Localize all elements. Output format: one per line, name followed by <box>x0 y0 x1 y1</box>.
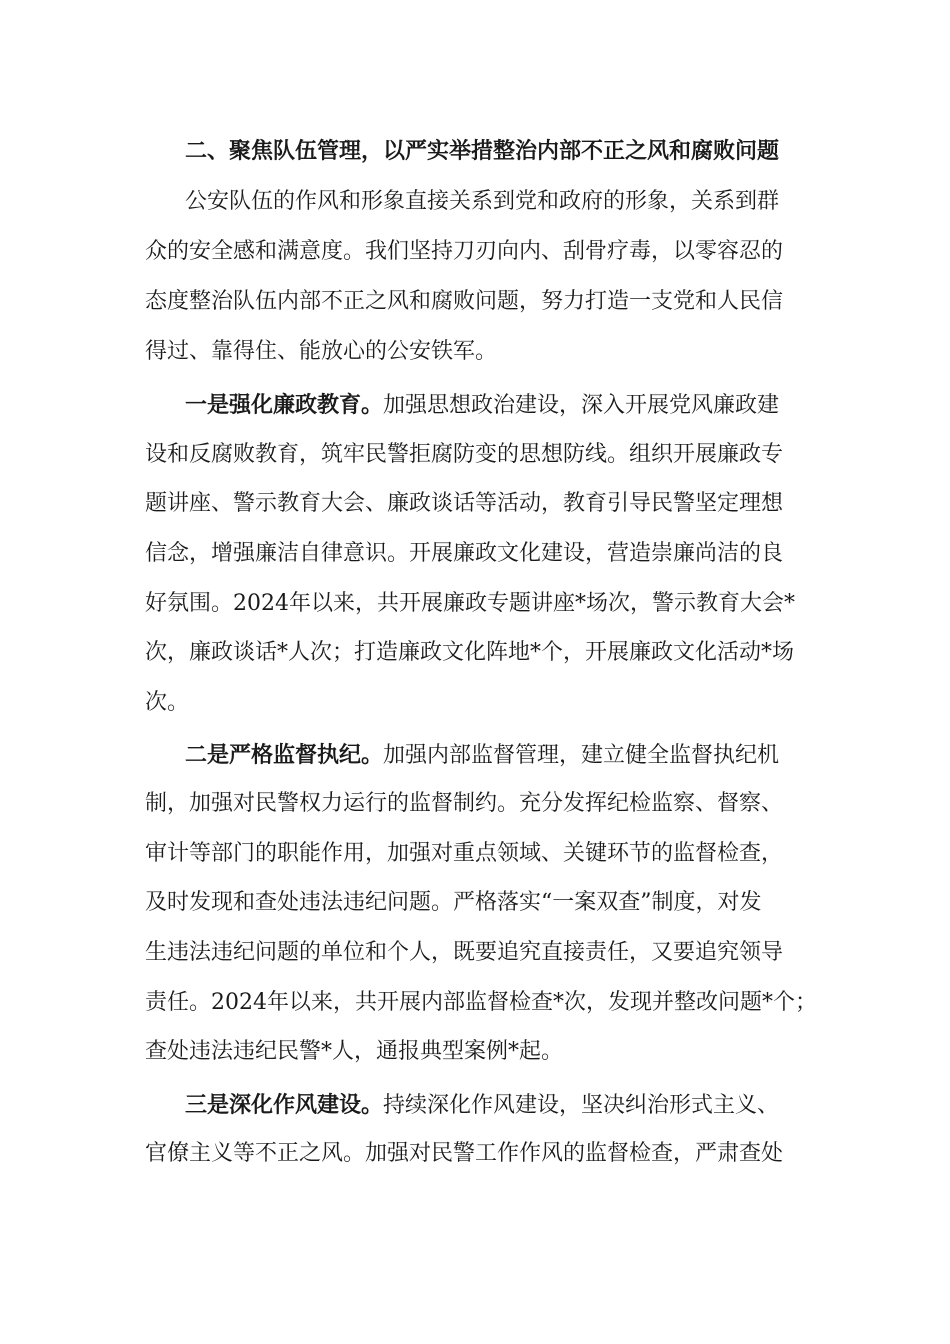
paragraph-text: 生违法违纪问题的单位和个人，既要追究直接责任，又要追究领导 <box>145 940 784 965</box>
paragraph-line <box>145 779 950 829</box>
paragraph-text: 持续深化作风建设，坚决纠治形式主义、 <box>383 1093 780 1118</box>
section-heading-text: 二、聚焦队伍管理，以严实举措整治内部不正之风和腐败问题 <box>185 139 780 164</box>
paragraph-line <box>145 277 950 327</box>
paragraph-line <box>185 730 950 780</box>
paragraph-text: 态度整治队伍内部不正之风和腐败问题，努力打造一支党和人民信 <box>145 289 784 314</box>
paragraph-text: 及时发现和查处违法违纪问题。严格落实“一案双查”制度，对发 <box>145 890 762 915</box>
paragraph-line <box>145 327 950 377</box>
paragraph-line <box>145 479 950 529</box>
paragraph-text: 众的安全感和满意度。我们坚持刀刃向内、刮骨疗毒，以零容忍的 <box>145 239 784 264</box>
paragraph-line <box>145 430 950 480</box>
paragraph-line <box>145 227 950 277</box>
paragraph-text: 得过、靠得住、能放心的公安铁军。 <box>145 339 498 364</box>
paragraph-text: 审计等部门的职能作用，加强对重点领域、关键环节的监督检查， <box>145 841 784 866</box>
paragraph-text: 加强内部监督管理，建立健全监督执纪机 <box>383 743 780 768</box>
paragraph-text: 官僚主义等不正之风。加强对民警工作作风的监督检查，严肃查处 <box>145 1141 784 1166</box>
paragraph-line <box>145 1129 950 1179</box>
paragraph-line <box>145 878 950 928</box>
paragraph-line <box>145 628 950 678</box>
paragraph-line <box>145 1027 950 1077</box>
paragraph-text: 好氛围。2024年以来，共开展廉政专题讲座*场次，警示教育大会* <box>145 591 795 616</box>
paragraph-text: 制，加强对民警权力运行的监督制约。充分发挥纪检监察、督察、 <box>145 791 784 816</box>
paragraph-line <box>185 177 950 227</box>
subsection-lead: 一是强化廉政教育。 <box>185 392 384 418</box>
paragraph-text: 查处违法违纪民警*人，通报典型案例*起。 <box>145 1039 564 1064</box>
paragraph-text: 加强思想政治建设，深入开展党风廉政建 <box>383 393 780 418</box>
paragraph-line <box>145 928 950 978</box>
paragraph-line <box>185 1080 950 1130</box>
paragraph-text: 责任。2024年以来，共开展内部监督检查*次，发现并整改问题*个； <box>145 990 817 1015</box>
paragraph-line <box>185 380 950 430</box>
paragraph-line <box>145 579 950 629</box>
paragraph-line <box>145 678 950 728</box>
section-heading <box>185 127 950 177</box>
subsection-lead: 三是深化作风建设。 <box>185 1092 384 1118</box>
subsection-lead: 二是严格监督执纪。 <box>185 742 384 768</box>
paragraph-text: 公安队伍的作风和形象直接关系到党和政府的形象，关系到群 <box>185 189 780 214</box>
paragraph-line <box>145 529 950 579</box>
paragraph-text: 次。 <box>145 690 190 715</box>
paragraph-text: 信念，增强廉洁自律意识。开展廉政文化建设，营造崇廉尚洁的良 <box>145 541 784 566</box>
paragraph-line <box>145 978 950 1028</box>
paragraph-text: 题讲座、警示教育大会、廉政谈话等活动，教育引导民警坚定理想 <box>145 491 784 516</box>
paragraph-text: 次，廉政谈话*人次；打造廉政文化阵地*个，开展廉政文化活动*场 <box>145 640 795 665</box>
paragraph-line <box>145 829 950 879</box>
paragraph-text: 设和反腐败教育，筑牢民警拒腐防变的思想防线。组织开展廉政专 <box>145 442 784 467</box>
